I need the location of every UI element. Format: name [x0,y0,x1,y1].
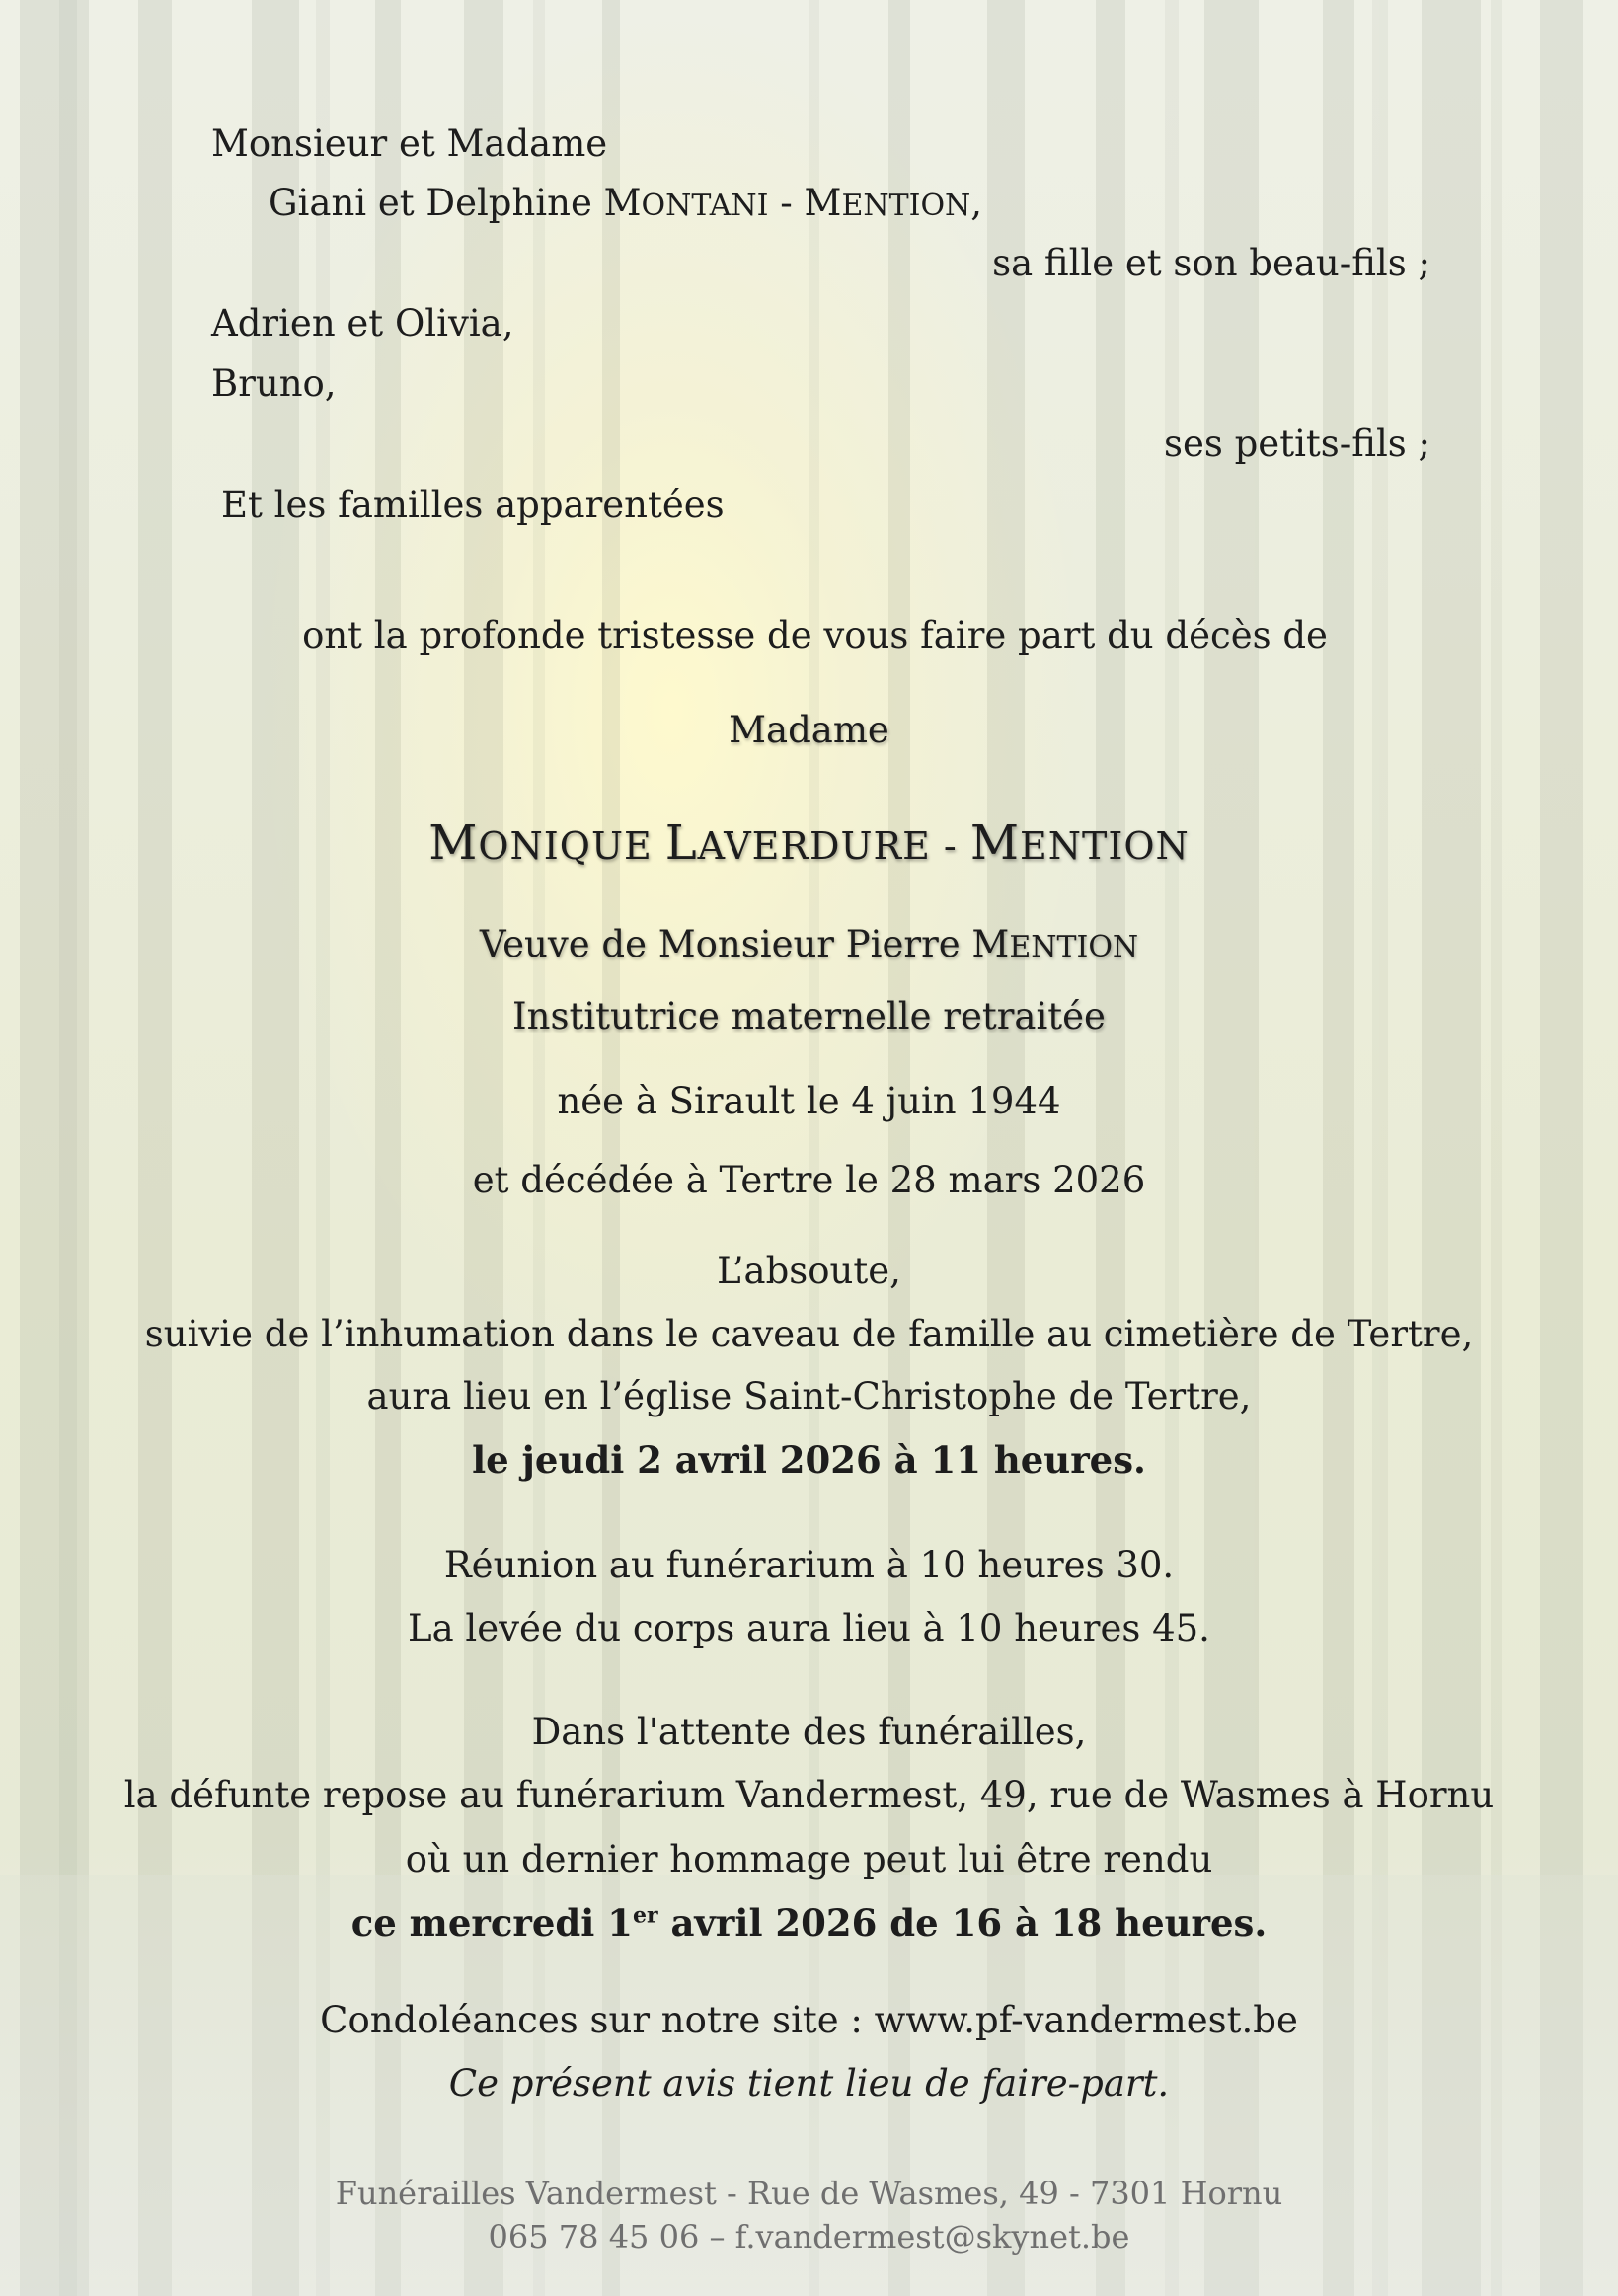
visitation-date: ce mercredi 1er avril 2026 de 16 à 18 heures. [350,1901,1268,1945]
visitation-line-2: la défunte repose au funérarium Vandermest, 49, rue de Wasmes à Hornu [123,1774,1495,1816]
grandchild-2: Bruno, [211,362,337,405]
parents-names: Giani et Delphine MONTANI - MENTION, [269,182,983,224]
profession: Institutrice maternelle retraitée [512,995,1106,1037]
ceremony-line-3: aura lieu en l’église Saint-Christophe de Tertre, [366,1375,1252,1417]
footer-address: Funérailles Vandermest - Rue de Wasmes, 49 - 7301 Hornu [335,2175,1283,2212]
levee-line: La levée du corps aura lieu à 10 heures 45. [408,1607,1210,1649]
ceremony-line-1: L’absoute, [717,1250,901,1292]
widow-line: Veuve de Monsieur Pierre MENTION [479,923,1139,965]
ceremony-line-2: suivie de l’inhumation dans le caveau de famille au cimetière de Tertre, [144,1313,1474,1355]
condolences-line: Condoléances sur notre site : www.pf-vandermest.be [320,1999,1298,2041]
ceremony-date: le jeudi 2 avril 2026 à 11 heures. [472,1438,1146,1482]
visitation-line-3: où un dernier hommage peut lui être rendu [405,1838,1213,1880]
death-line: et décédée à Tertre le 28 mars 2026 [472,1159,1146,1201]
parents-role: sa fille et son beau-fils ; [992,242,1430,284]
notice-line: Ce présent avis tient lieu de faire-part. [448,2062,1170,2105]
parents-title: Monsieur et Madame [211,122,608,165]
salutation: Madame [729,709,889,751]
meeting-line: Réunion au funérarium à 10 heures 30. [443,1544,1175,1586]
birth-line: née à Sirault le 4 juin 1944 [557,1080,1061,1122]
grandchildren-role: ses petits-fils ; [1163,422,1430,465]
deceased-name: MONIQUE LAVERDURE - MENTION [428,815,1190,871]
footer-contact: 065 78 45 06 – f.vandermest@skynet.be [488,2218,1130,2256]
relatives: Et les familles apparentées [221,484,725,526]
intro-line: ont la profonde tristesse de vous faire part du décès de [302,614,1328,656]
visitation-line-1: Dans l'attente des funérailles, [531,1711,1087,1753]
grandchild-1: Adrien et Olivia, [211,302,514,344]
